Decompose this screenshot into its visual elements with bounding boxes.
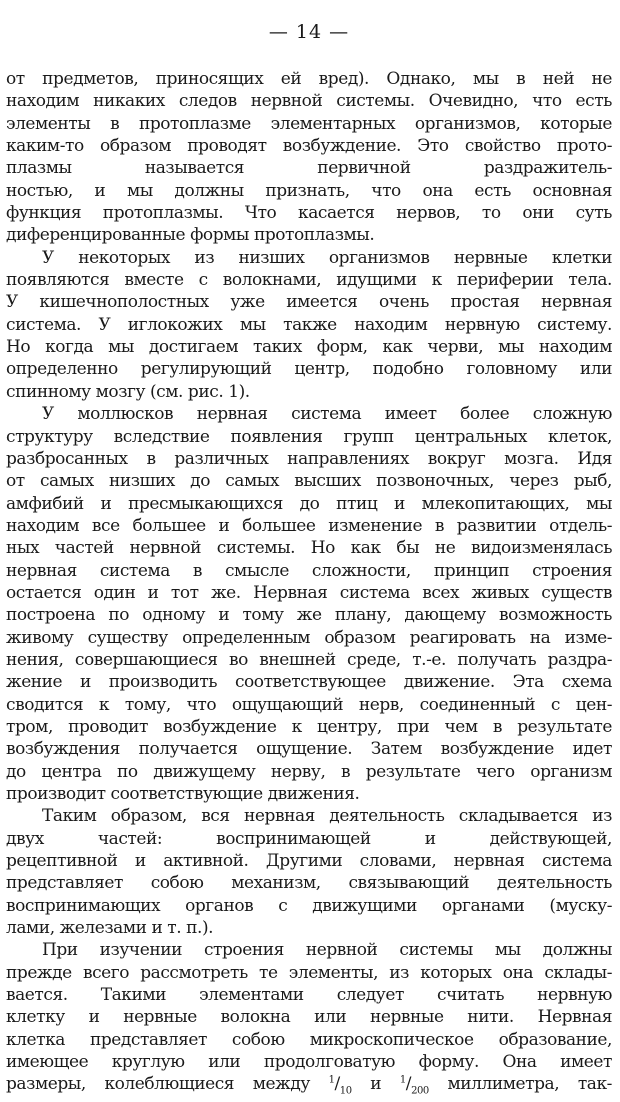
text-line: система. У иглокожих мы также находим нервную систему.	[6, 314, 612, 335]
fraction-numerator: 1	[399, 1074, 406, 1086]
text-line: лами, железами и т. п.).	[6, 918, 214, 939]
text-line: жение и производить соответствующее движение. Эта схема	[6, 672, 612, 693]
text-line: живому существу определенным образом реагировать на изме-	[6, 627, 612, 648]
text-line: от предметов, приносящих ей вред). Однако, мы в ней не	[6, 69, 612, 89]
text-line: У кишечнополостных уже имеется очень простая нервная	[6, 292, 612, 313]
text-line: каким-то образом проводят возбуждение. Это свойство прото-	[6, 136, 612, 157]
text-line: появляются вместе с волокнами, идущими к периферии тела.	[6, 270, 612, 291]
text-line: остается один и тот же. Нервная система всех живых существ	[6, 582, 612, 603]
text-line: вается. Такими элементами следует считать нервную	[6, 985, 612, 1006]
text-line-with-fractions: размеры, колеблющиеся между $^1/_{10}$ и $^1/_{200}$ миллиметра, так-	[6, 1074, 612, 1096]
text-line: элементы в протоплазме элементарных организмов, которые	[6, 113, 612, 134]
text-line: диференцированные формы протоплазмы.	[6, 225, 375, 246]
page-number: — 14 —	[268, 21, 350, 43]
text-line: разбросанных в различных направлениях вокруг мозга. Идя	[6, 448, 612, 469]
text-line: Таким образом, вся нервная деятельность складывается из	[42, 806, 612, 827]
fraction-numerator: 1	[328, 1074, 335, 1086]
fraction-denominator: 200	[411, 1085, 429, 1096]
text-line: двух частей: воспринимающей и действующей,	[6, 828, 612, 849]
text-line: определенно регулирующий центр, подобно головному или	[6, 359, 612, 380]
text-line: нения, совершающиеся во внешней среде, т.-е. получать раздра-	[6, 649, 612, 670]
text-line: амфибий и пресмыкающихся до птиц и млекопитающих, мы	[6, 493, 612, 514]
text-line-start: размеры, колеблющиеся между	[6, 1074, 310, 1095]
text-line: У некоторых из низших организмов нервные клетки	[42, 247, 612, 268]
text-line: функция протоплазмы. Что касается нервов, то они суть	[6, 203, 612, 224]
text-line: находим все большее и большее изменение в развитии отдель-	[6, 515, 612, 536]
text-line: производит соответствующие движения.	[6, 784, 360, 804]
text-line: клетка представляет собою микроскопическое образование,	[6, 1029, 612, 1050]
text-line: структуру вследствие появления групп центральных клеток,	[6, 426, 612, 447]
text-line-end: миллиметра, так-	[447, 1074, 612, 1095]
text-line: плазмы называется первичной раздражитель-	[6, 158, 612, 179]
text-line: воспринимающих органов с движущими органами (муску-	[6, 895, 612, 916]
text-body	[6, 68, 612, 1096]
text-line: нервная система в смысле сложности, принцип строения	[6, 560, 612, 581]
conjunction: и	[370, 1074, 382, 1095]
text-line: представляет собою механизм, связывающий деятельность	[6, 873, 612, 894]
text-line: клетку и нервные волокна или нервные нити. Нервная	[6, 1007, 612, 1028]
text-line: находим никаких следов нервной системы. Очевидно, что есть	[6, 91, 612, 112]
text-line: спинному мозгу (см. рис. 1).	[6, 381, 250, 402]
text-line: Но когда мы достигаем таких форм, как черви, мы находим	[6, 337, 612, 358]
text-line: сводится к тому, что ощущающий нерв, соединенный с цен-	[6, 694, 612, 715]
text-line: имеющее круглую или продолговатую форму. Она имеет	[6, 1052, 612, 1073]
text-line: ных частей нервной системы. Но как бы не видоизменялась	[6, 538, 612, 559]
text-line: рецептивной и активной. Другими словами, нервная система	[6, 851, 612, 872]
text-line: прежде всего рассмотреть те элементы, из которых она склады-	[6, 962, 612, 983]
fraction-denominator: 10	[339, 1085, 352, 1096]
text-line: от самых низших до самых высших позвоночных, через рыб,	[6, 471, 612, 492]
text-line: При изучении строения нервной системы мы должны	[42, 940, 612, 961]
text-line: до центра по движущему нерву, в результате чего организм	[6, 761, 612, 782]
text-line: ностью, и мы должны признать, что она есть основная	[6, 180, 612, 201]
text-line: возбуждения получается ощущение. Затем возбуждение идет	[6, 739, 612, 760]
text-line: У моллюсков нервная система имеет более сложную	[42, 404, 612, 425]
book-page	[6, 20, 612, 1096]
text-line: тром, проводит возбуждение к центру, при чем в результате	[6, 716, 612, 737]
text-line: построена по одному и тому же плану, дающему возможность	[6, 605, 612, 626]
